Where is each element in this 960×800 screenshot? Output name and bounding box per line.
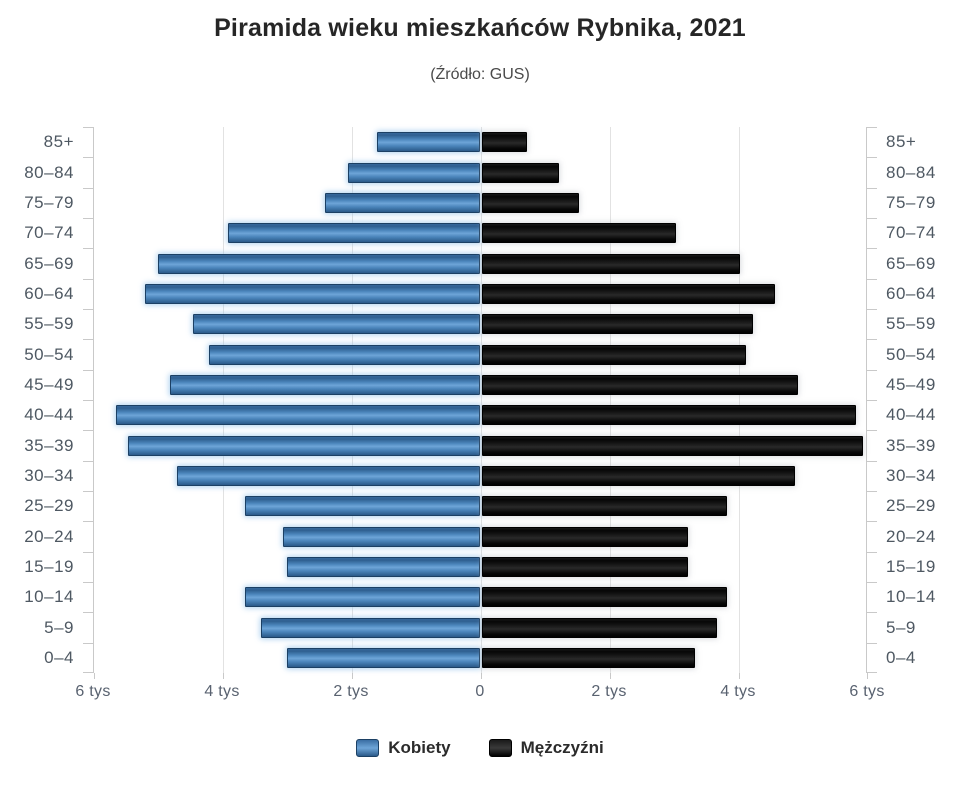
- gridline: [739, 127, 740, 673]
- y-axis-tick-right: [867, 552, 877, 553]
- y-axis-tick-left: [83, 672, 93, 673]
- x-axis-label: 6 tys: [75, 683, 111, 700]
- y-axis-tick-left: [83, 218, 93, 219]
- y-axis-tick-left: [83, 309, 93, 310]
- bar-mezczyzni-65-69[interactable]: [482, 254, 740, 274]
- x-axis-tick: [223, 673, 224, 679]
- age-label-left-55-59: 55–59: [24, 314, 74, 334]
- y-axis-tick-right: [867, 491, 877, 492]
- mezczyzni-swatch-icon: [489, 739, 512, 757]
- y-axis-tick-left: [83, 370, 93, 371]
- chart-title: Piramida wieku mieszkańców Rybnika, 2021: [214, 14, 746, 42]
- bar-mezczyzni-25-29[interactable]: [482, 496, 727, 516]
- age-label-left-40-44: 40–44: [24, 405, 74, 425]
- x-axis-tick: [94, 673, 95, 679]
- age-label-right-80-84: 80–84: [886, 162, 936, 182]
- y-axis-tick-right: [867, 612, 877, 613]
- x-axis-tick: [610, 673, 611, 679]
- x-axis-tick: [352, 673, 353, 679]
- kobiety-swatch-icon: [356, 739, 379, 757]
- bar-mezczyzni-80-84[interactable]: [482, 163, 559, 183]
- chart-subtitle: (Źródło: GUS): [430, 66, 530, 83]
- age-label-left-70-74: 70–74: [24, 223, 74, 243]
- x-axis-label: 4 tys: [204, 683, 240, 700]
- y-axis-tick-right: [867, 248, 877, 249]
- y-axis-tick-left: [83, 248, 93, 249]
- legend-label-mezczyzni: Mężczyźni: [520, 738, 604, 757]
- age-label-right-65-69: 65–69: [886, 253, 936, 273]
- gridline: [223, 127, 224, 673]
- y-axis-tick-left: [83, 279, 93, 280]
- y-axis-tick-left: [83, 491, 93, 492]
- bar-mezczyzni-70-74[interactable]: [482, 223, 676, 243]
- bar-mezczyzni-50-54[interactable]: [482, 345, 746, 365]
- age-label-left-15-19: 15–19: [24, 556, 74, 576]
- bar-kobiety-15-19[interactable]: [287, 557, 481, 577]
- x-axis-label: 2 tys: [333, 683, 369, 700]
- bar-mezczyzni-15-19[interactable]: [482, 557, 688, 577]
- age-label-right-85+: 85+: [886, 132, 917, 152]
- y-axis-tick-right: [867, 309, 877, 310]
- age-label-left-45-49: 45–49: [24, 374, 74, 394]
- bar-kobiety-25-29[interactable]: [245, 496, 480, 516]
- y-axis-tick-right: [867, 672, 877, 673]
- legend-item-mezczyzni[interactable]: [489, 738, 604, 758]
- age-label-right-20-24: 20–24: [886, 526, 936, 546]
- age-label-right-10-14: 10–14: [886, 587, 936, 607]
- x-axis-tick: [739, 673, 740, 679]
- bar-mezczyzni-35-39[interactable]: [482, 436, 863, 456]
- y-axis-tick-right: [867, 370, 877, 371]
- bar-mezczyzni-10-14[interactable]: [482, 587, 727, 607]
- bar-kobiety-20-24[interactable]: [283, 527, 480, 547]
- legend-label-kobiety: Kobiety: [388, 738, 451, 757]
- age-label-right-30-34: 30–34: [886, 465, 936, 485]
- age-label-right-5-9: 5–9: [886, 617, 916, 637]
- bar-mezczyzni-85+[interactable]: [482, 132, 527, 152]
- bar-kobiety-35-39[interactable]: [128, 436, 480, 456]
- y-axis-tick-right: [867, 400, 877, 401]
- bar-kobiety-75-79[interactable]: [325, 193, 480, 213]
- bar-kobiety-55-59[interactable]: [193, 314, 480, 334]
- y-axis-right-labels: [886, 127, 960, 673]
- y-axis-tick-left: [83, 582, 93, 583]
- bar-kobiety-85+[interactable]: [377, 132, 480, 152]
- age-label-left-75-79: 75–79: [24, 192, 74, 212]
- y-axis-tick-left: [83, 400, 93, 401]
- x-axis-label: 4 tys: [720, 683, 756, 700]
- y-axis-tick-left: [83, 157, 93, 158]
- y-axis-tick-right: [867, 430, 877, 431]
- plot-area: [93, 127, 867, 673]
- legend-item-kobiety[interactable]: [356, 738, 450, 758]
- age-label-left-65-69: 65–69: [24, 253, 74, 273]
- age-label-left-5-9: 5–9: [44, 617, 74, 637]
- y-axis-tick-right: [867, 521, 877, 522]
- y-axis-tick-left: [83, 521, 93, 522]
- x-axis-label: 2 tys: [591, 683, 627, 700]
- bar-mezczyzni-45-49[interactable]: [482, 375, 798, 395]
- age-label-left-85+: 85+: [43, 132, 74, 152]
- bar-kobiety-0-4[interactable]: [287, 648, 481, 668]
- bar-kobiety-65-69[interactable]: [158, 254, 481, 274]
- age-label-right-50-54: 50–54: [886, 344, 936, 364]
- age-label-left-20-24: 20–24: [24, 526, 74, 546]
- age-label-right-0-4: 0–4: [886, 647, 916, 667]
- bar-kobiety-30-34[interactable]: [177, 466, 480, 486]
- bar-mezczyzni-20-24[interactable]: [482, 527, 688, 547]
- age-label-left-60-64: 60–64: [24, 283, 74, 303]
- age-label-left-35-39: 35–39: [24, 435, 74, 455]
- age-label-right-45-49: 45–49: [886, 374, 936, 394]
- bar-kobiety-40-44[interactable]: [116, 405, 480, 425]
- bar-kobiety-10-14[interactable]: [245, 587, 480, 607]
- age-label-left-30-34: 30–34: [24, 465, 74, 485]
- y-axis-tick-left: [83, 612, 93, 613]
- x-axis-tick: [867, 673, 868, 679]
- y-axis-tick-right: [867, 279, 877, 280]
- bar-mezczyzni-55-59[interactable]: [482, 314, 753, 334]
- y-axis-tick-left: [83, 188, 93, 189]
- y-axis-tick-left: [83, 127, 93, 128]
- age-label-right-35-39: 35–39: [886, 435, 936, 455]
- x-axis-label: 0: [475, 683, 485, 700]
- bar-kobiety-50-54[interactable]: [209, 345, 480, 365]
- bar-kobiety-70-74[interactable]: [228, 223, 480, 243]
- bar-kobiety-80-84[interactable]: [348, 163, 480, 183]
- y-axis-tick-left: [83, 643, 93, 644]
- y-axis-tick-right: [867, 582, 877, 583]
- y-axis-left-labels: [0, 127, 74, 673]
- x-axis-label: 6 tys: [849, 683, 885, 700]
- bar-mezczyzni-60-64[interactable]: [482, 284, 775, 304]
- bar-mezczyzni-30-34[interactable]: [482, 466, 795, 486]
- y-axis-tick-right: [867, 339, 877, 340]
- y-axis-tick-right: [867, 157, 877, 158]
- bar-mezczyzni-0-4[interactable]: [482, 648, 695, 668]
- y-axis-tick-left: [83, 461, 93, 462]
- bar-mezczyzni-40-44[interactable]: [482, 405, 856, 425]
- age-label-left-50-54: 50–54: [24, 344, 74, 364]
- age-label-left-0-4: 0–4: [44, 647, 74, 667]
- bar-kobiety-5-9[interactable]: [261, 618, 480, 638]
- y-axis-tick-right: [867, 188, 877, 189]
- y-axis-tick-right: [867, 461, 877, 462]
- age-label-left-80-84: 80–84: [24, 162, 74, 182]
- age-label-left-10-14: 10–14: [24, 587, 74, 607]
- age-label-right-55-59: 55–59: [886, 314, 936, 334]
- y-axis-tick-left: [83, 552, 93, 553]
- age-label-right-40-44: 40–44: [886, 405, 936, 425]
- y-axis-tick-left: [83, 430, 93, 431]
- x-axis-tick: [481, 673, 482, 679]
- age-label-right-25-29: 25–29: [886, 496, 936, 516]
- age-label-right-70-74: 70–74: [886, 223, 936, 243]
- bar-kobiety-60-64[interactable]: [145, 284, 480, 304]
- age-label-right-15-19: 15–19: [886, 556, 936, 576]
- bar-mezczyzni-75-79[interactable]: [482, 193, 579, 213]
- y-axis-tick-right: [867, 218, 877, 219]
- y-axis-tick-right: [867, 643, 877, 644]
- bar-mezczyzni-5-9[interactable]: [482, 618, 717, 638]
- y-axis-tick-left: [83, 339, 93, 340]
- bar-kobiety-45-49[interactable]: [170, 375, 480, 395]
- chart-legend: [0, 738, 960, 758]
- age-label-right-75-79: 75–79: [886, 192, 936, 212]
- age-label-right-60-64: 60–64: [886, 283, 936, 303]
- age-label-left-25-29: 25–29: [24, 496, 74, 516]
- y-axis-tick-right: [867, 127, 877, 128]
